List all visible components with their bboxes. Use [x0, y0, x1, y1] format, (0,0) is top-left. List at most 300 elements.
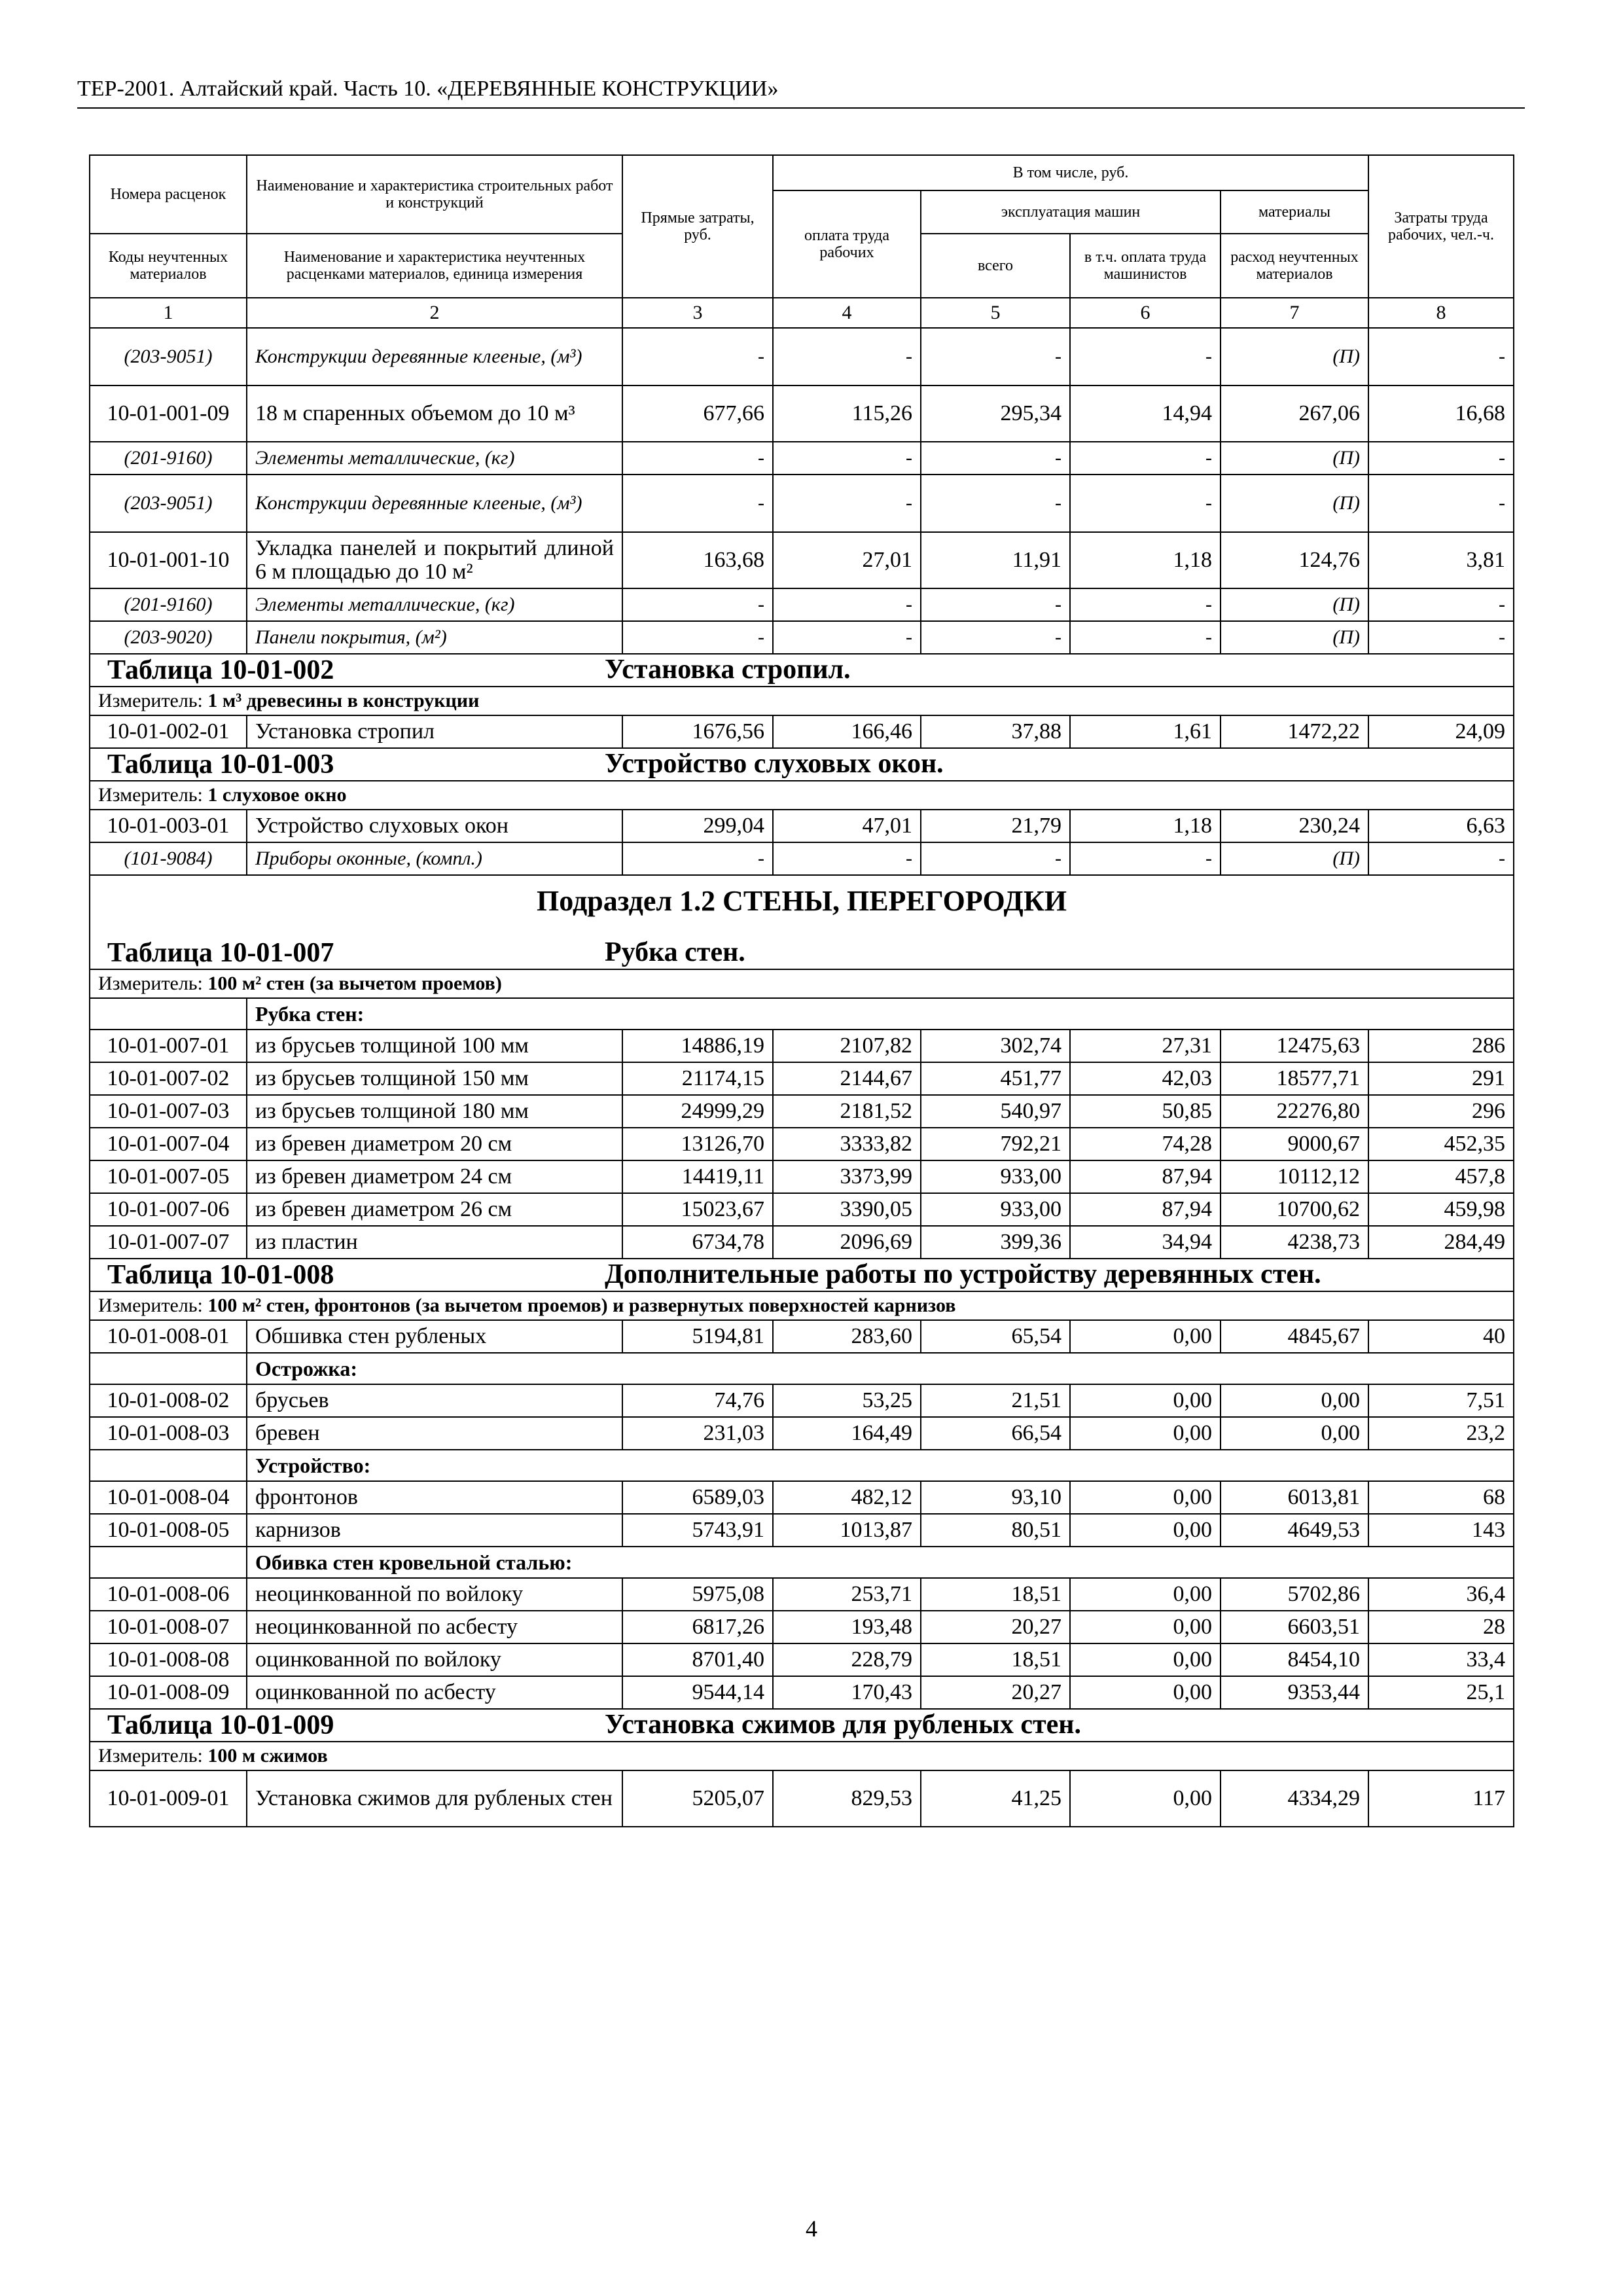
rate-code: 10-01-001-10 [90, 532, 247, 588]
rate-name: из бревен диаметром 20 см [247, 1128, 622, 1160]
col-materials: материалы [1221, 190, 1368, 234]
materials: 4238,73 [1221, 1226, 1368, 1259]
machines-total: 399,36 [921, 1226, 1070, 1259]
materials: 230,24 [1221, 810, 1368, 842]
wages: 1013,87 [773, 1514, 921, 1547]
wages: 27,01 [773, 532, 921, 588]
labor: - [1368, 621, 1514, 654]
machines-total: 21,79 [921, 810, 1070, 842]
table-code: Таблица 10-01-002 [107, 655, 334, 685]
operators-wages: - [1070, 442, 1221, 475]
table-heading-row [90, 925, 1514, 969]
rate-code: 10-01-007-06 [90, 1193, 247, 1226]
materials: 0,00 [1221, 1384, 1368, 1417]
table-title: Рубка стен. [605, 937, 745, 967]
meter-row [90, 969, 1514, 998]
table-row [90, 386, 1514, 442]
table-title: Дополнительные работы по устройству деревянных стен. [605, 1259, 1321, 1289]
operators-wages: 74,28 [1070, 1128, 1221, 1160]
rate-code: 10-01-009-01 [90, 1770, 247, 1827]
table-code: Таблица 10-01-007 [107, 938, 334, 968]
table-row [90, 442, 1514, 475]
materials: (П) [1221, 588, 1368, 621]
labor: 452,35 [1368, 1128, 1514, 1160]
table-row [90, 328, 1514, 386]
meter-value: 100 м сжимов [207, 1745, 328, 1767]
labor: - [1368, 842, 1514, 875]
rate-code: 10-01-008-05 [90, 1514, 247, 1547]
labor: - [1368, 475, 1514, 532]
meter-value: 100 м² стен, фронтонов (за вычетом проемов) и развернутых поверхностей карнизов [207, 1295, 956, 1316]
col-machines: эксплуатация машин [921, 190, 1221, 234]
materials: 8454,10 [1221, 1643, 1368, 1676]
rate-name: неоцинкованной по асбесту [247, 1611, 622, 1643]
machines-total: 66,54 [921, 1417, 1070, 1450]
direct-cost: 21174,15 [622, 1062, 773, 1095]
table-row [90, 1062, 1514, 1095]
operators-wages: 0,00 [1070, 1643, 1221, 1676]
machines-total: 18,51 [921, 1643, 1070, 1676]
wages: 2144,67 [773, 1062, 921, 1095]
col-mat-names: Наименование и характеристика неучтенных расценками материалов, единица измерения [247, 234, 622, 298]
material-name: Панели покрытия, (м²) [247, 621, 622, 654]
materials: 1472,22 [1221, 715, 1368, 748]
direct-cost: 1676,56 [622, 715, 773, 748]
meter-value: 1 м³ древесины в конструкции [207, 690, 480, 711]
wages: 47,01 [773, 810, 921, 842]
materials: 22276,80 [1221, 1095, 1368, 1128]
rate-name: из брусьев толщиной 180 мм [247, 1095, 622, 1128]
operators-wages: 0,00 [1070, 1770, 1221, 1827]
table-row [90, 1384, 1514, 1417]
col-num: 1 [90, 298, 247, 328]
material-name: Приборы оконные, (компл.) [247, 842, 622, 875]
rate-name: оцинкованной по асбесту [247, 1676, 622, 1709]
col-rate-no: Номера расценок [90, 155, 247, 234]
material-name: Элементы металлические, (кг) [247, 442, 622, 475]
table-row [90, 1417, 1514, 1450]
direct-cost: 24999,29 [622, 1095, 773, 1128]
wages: 166,46 [773, 715, 921, 748]
meter-row [90, 1742, 1514, 1770]
table-row [90, 475, 1514, 532]
col-labor: Затраты труда рабочих, чел.-ч. [1368, 155, 1514, 298]
table-row [90, 1320, 1514, 1353]
machines-total: - [921, 328, 1070, 386]
subsection-heading-row [90, 875, 1514, 925]
machines-total: 65,54 [921, 1320, 1070, 1353]
materials: 9000,67 [1221, 1128, 1368, 1160]
rate-name: из брусьев толщиной 100 мм [247, 1030, 622, 1062]
material-name: Конструкции деревянные клееные, (м³) [247, 475, 622, 532]
table-row [90, 1643, 1514, 1676]
operators-wages: - [1070, 475, 1221, 532]
materials: (П) [1221, 442, 1368, 475]
wages: - [773, 842, 921, 875]
operators-wages: 0,00 [1070, 1578, 1221, 1611]
table-row [90, 1193, 1514, 1226]
materials: 9353,44 [1221, 1676, 1368, 1709]
rate-name: из пластин [247, 1226, 622, 1259]
direct-cost: 14419,11 [622, 1160, 773, 1193]
rate-name: карнизов [247, 1514, 622, 1547]
rate-code: 10-01-008-01 [90, 1320, 247, 1353]
machines-total: 20,27 [921, 1676, 1070, 1709]
operators-wages: 0,00 [1070, 1320, 1221, 1353]
direct-cost: 14886,19 [622, 1030, 773, 1062]
machines-total: 20,27 [921, 1611, 1070, 1643]
labor: 7,51 [1368, 1384, 1514, 1417]
materials: 4334,29 [1221, 1770, 1368, 1827]
wages: 53,25 [773, 1384, 921, 1417]
operators-wages: 87,94 [1070, 1160, 1221, 1193]
page-number: 4 [806, 2215, 817, 2242]
wages: - [773, 328, 921, 386]
col-num: 5 [921, 298, 1070, 328]
group-label: Устройство: [247, 1450, 1514, 1481]
materials: 124,76 [1221, 532, 1368, 588]
material-code: (203-9051) [90, 475, 247, 532]
labor: 143 [1368, 1514, 1514, 1547]
machines-total: - [921, 442, 1070, 475]
wages: 283,60 [773, 1320, 921, 1353]
materials: 10112,12 [1221, 1160, 1368, 1193]
rate-name: из бревен диаметром 24 см [247, 1160, 622, 1193]
operators-wages: - [1070, 842, 1221, 875]
meter-label: Измеритель: [98, 1295, 203, 1316]
table-title: Установка сжимов для рубленых стен. [605, 1710, 1082, 1740]
operators-wages: 0,00 [1070, 1481, 1221, 1514]
materials: 6603,51 [1221, 1611, 1368, 1643]
machines-total: 792,21 [921, 1128, 1070, 1160]
operators-wages: 1,18 [1070, 810, 1221, 842]
operators-wages: 0,00 [1070, 1514, 1221, 1547]
wages: 3390,05 [773, 1193, 921, 1226]
rate-code: 10-01-008-03 [90, 1417, 247, 1450]
meter-row [90, 687, 1514, 715]
table-row [90, 810, 1514, 842]
col-num: 2 [247, 298, 622, 328]
wages: 829,53 [773, 1770, 921, 1827]
machines-total: 93,10 [921, 1481, 1070, 1514]
table-row [90, 715, 1514, 748]
table-heading-row [90, 1709, 1514, 1742]
labor: 6,63 [1368, 810, 1514, 842]
direct-cost: 8701,40 [622, 1643, 773, 1676]
direct-cost: 163,68 [622, 532, 773, 588]
wages: 3333,82 [773, 1128, 921, 1160]
materials: 18577,71 [1221, 1062, 1368, 1095]
meter-label: Измеритель: [98, 1745, 203, 1767]
rate-code: 10-01-007-03 [90, 1095, 247, 1128]
rate-code: 10-01-008-09 [90, 1676, 247, 1709]
machines-total: 451,77 [921, 1062, 1070, 1095]
rate-code: 10-01-007-05 [90, 1160, 247, 1193]
direct-cost: 74,76 [622, 1384, 773, 1417]
wages: 253,71 [773, 1578, 921, 1611]
rate-name: Устройство слуховых окон [247, 810, 622, 842]
labor: 291 [1368, 1062, 1514, 1095]
col-machines-total: всего [921, 234, 1070, 298]
table-row [90, 1611, 1514, 1643]
materials: 0,00 [1221, 1417, 1368, 1450]
table-row [90, 1226, 1514, 1259]
col-num: 7 [1221, 298, 1368, 328]
direct-cost: - [622, 328, 773, 386]
direct-cost: 5194,81 [622, 1320, 773, 1353]
operators-wages: - [1070, 588, 1221, 621]
operators-wages: 42,03 [1070, 1062, 1221, 1095]
machines-total: - [921, 588, 1070, 621]
meter-row [90, 781, 1514, 810]
wages: 164,49 [773, 1417, 921, 1450]
materials: 267,06 [1221, 386, 1368, 442]
machines-total: - [921, 842, 1070, 875]
meter-label: Измеритель: [98, 973, 203, 994]
col-unaccounted: расход неучтенных материалов [1221, 234, 1368, 298]
direct-cost: 9544,14 [622, 1676, 773, 1709]
rate-name: фронтонов [247, 1481, 622, 1514]
labor: 36,4 [1368, 1578, 1514, 1611]
rate-name: бревен [247, 1417, 622, 1450]
rate-name: Установка стропил [247, 715, 622, 748]
labor: - [1368, 442, 1514, 475]
rate-name: оцинкованной по войлоку [247, 1643, 622, 1676]
table-row [90, 1514, 1514, 1547]
table-code: Таблица 10-01-009 [107, 1710, 334, 1740]
rate-code: 10-01-008-02 [90, 1384, 247, 1417]
operators-wages: 14,94 [1070, 386, 1221, 442]
page-header: ТЕР-2001. Алтайский край. Часть 10. «ДЕРЕВЯННЫЕ КОНСТРУКЦИИ» [77, 73, 1525, 109]
direct-cost: - [622, 588, 773, 621]
wages: 170,43 [773, 1676, 921, 1709]
materials: 10700,62 [1221, 1193, 1368, 1226]
table-row [90, 1676, 1514, 1709]
labor: 296 [1368, 1095, 1514, 1128]
group-row [90, 998, 1514, 1030]
table-heading-row [90, 748, 1514, 781]
group-row [90, 1353, 1514, 1384]
table-title: Устройство слуховых окон. [605, 749, 944, 779]
wages: 115,26 [773, 386, 921, 442]
machines-total: 295,34 [921, 386, 1070, 442]
materials: 4649,53 [1221, 1514, 1368, 1547]
operators-wages: 0,00 [1070, 1417, 1221, 1450]
direct-cost: 5743,91 [622, 1514, 773, 1547]
rate-name: Установка сжимов для рубленых стен [247, 1770, 622, 1827]
col-direct: Прямые затраты, руб. [622, 155, 773, 298]
labor: - [1368, 588, 1514, 621]
col-mat-codes: Коды неучтенных материалов [90, 234, 247, 298]
direct-cost: 5975,08 [622, 1578, 773, 1611]
direct-cost: - [622, 475, 773, 532]
labor: - [1368, 328, 1514, 386]
labor: 284,49 [1368, 1226, 1514, 1259]
table-code: Таблица 10-01-008 [107, 1260, 334, 1290]
rate-code: 10-01-008-06 [90, 1578, 247, 1611]
rate-name: из бревен диаметром 26 см [247, 1193, 622, 1226]
col-wages: оплата труда рабочих [773, 190, 921, 298]
materials: 12475,63 [1221, 1030, 1368, 1062]
table-heading-row [90, 654, 1514, 687]
table-row [90, 1770, 1514, 1827]
rate-name: 18 м спаренных объемом до 10 м³ [247, 386, 622, 442]
materials: (П) [1221, 621, 1368, 654]
table-row [90, 1481, 1514, 1514]
wages: - [773, 588, 921, 621]
labor: 117 [1368, 1770, 1514, 1827]
table-code: Таблица 10-01-003 [107, 749, 334, 780]
rate-code: 10-01-008-04 [90, 1481, 247, 1514]
col-operators-wages: в т.ч. оплата труда машинистов [1070, 234, 1221, 298]
machines-total: 933,00 [921, 1193, 1070, 1226]
labor: 40 [1368, 1320, 1514, 1353]
direct-cost: 5205,07 [622, 1770, 773, 1827]
materials: 6013,81 [1221, 1481, 1368, 1514]
group-row [90, 1547, 1514, 1578]
wages: 482,12 [773, 1481, 921, 1514]
material-code: (101-9084) [90, 842, 247, 875]
direct-cost: - [622, 842, 773, 875]
rate-name: неоцинкованной по войлоку [247, 1578, 622, 1611]
table-row [90, 1578, 1514, 1611]
machines-total: - [921, 621, 1070, 654]
table-row [90, 1160, 1514, 1193]
machines-total: 11,91 [921, 532, 1070, 588]
col-num: 3 [622, 298, 773, 328]
machines-total: 302,74 [921, 1030, 1070, 1062]
rate-code: 10-01-001-09 [90, 386, 247, 442]
rate-code: 10-01-007-01 [90, 1030, 247, 1062]
group-label: Рубка стен: [247, 998, 1514, 1030]
operators-wages: 0,00 [1070, 1611, 1221, 1643]
labor: 3,81 [1368, 532, 1514, 588]
labor: 68 [1368, 1481, 1514, 1514]
machines-total: 21,51 [921, 1384, 1070, 1417]
meter-label: Измеритель: [98, 690, 203, 711]
labor: 24,09 [1368, 715, 1514, 748]
column-numbers-row [90, 298, 1514, 328]
table-row [90, 1128, 1514, 1160]
labor: 25,1 [1368, 1676, 1514, 1709]
wages: 3373,99 [773, 1160, 921, 1193]
group-row [90, 1450, 1514, 1481]
direct-cost: 6817,26 [622, 1611, 773, 1643]
materials: (П) [1221, 328, 1368, 386]
labor: 33,4 [1368, 1643, 1514, 1676]
labor: 28 [1368, 1611, 1514, 1643]
meter-row [90, 1291, 1514, 1320]
meter-value: 1 слуховое окно [207, 784, 347, 806]
direct-cost: 231,03 [622, 1417, 773, 1450]
labor: 23,2 [1368, 1417, 1514, 1450]
material-code: (201-9160) [90, 588, 247, 621]
direct-cost: 677,66 [622, 386, 773, 442]
meter-label: Измеритель: [98, 784, 203, 806]
labor: 457,8 [1368, 1160, 1514, 1193]
materials: 5702,86 [1221, 1578, 1368, 1611]
rates-table [89, 154, 1514, 1827]
table-row [90, 842, 1514, 875]
group-label: Острожка: [247, 1353, 1514, 1384]
rate-code: 10-01-007-07 [90, 1226, 247, 1259]
direct-cost: - [622, 621, 773, 654]
table-row [90, 1030, 1514, 1062]
col-name: Наименование и характеристика строительных работ и конструкций [247, 155, 622, 234]
rate-code: 10-01-008-08 [90, 1643, 247, 1676]
wages: 193,48 [773, 1611, 921, 1643]
operators-wages: 0,00 [1070, 1676, 1221, 1709]
wages: 2107,82 [773, 1030, 921, 1062]
col-num: 4 [773, 298, 921, 328]
material-code: (203-9051) [90, 328, 247, 386]
wages: 228,79 [773, 1643, 921, 1676]
machines-total: 37,88 [921, 715, 1070, 748]
subsection-title: Подраздел 1.2 СТЕНЫ, ПЕРЕГОРОДКИ [90, 875, 1514, 925]
rate-code: 10-01-007-02 [90, 1062, 247, 1095]
direct-cost: 299,04 [622, 810, 773, 842]
wages: 2096,69 [773, 1226, 921, 1259]
rate-name: Обшивка стен рубленых [247, 1320, 622, 1353]
material-code: (203-9020) [90, 621, 247, 654]
operators-wages: 87,94 [1070, 1193, 1221, 1226]
wages: 2181,52 [773, 1095, 921, 1128]
operators-wages: 27,31 [1070, 1030, 1221, 1062]
material-name: Элементы металлические, (кг) [247, 588, 622, 621]
operators-wages: 50,85 [1070, 1095, 1221, 1128]
machines-total: 80,51 [921, 1514, 1070, 1547]
wages: - [773, 475, 921, 532]
operators-wages: - [1070, 621, 1221, 654]
col-num: 6 [1070, 298, 1221, 328]
table-row [90, 621, 1514, 654]
rate-name: из брусьев толщиной 150 мм [247, 1062, 622, 1095]
rate-name: брусьев [247, 1384, 622, 1417]
operators-wages: 0,00 [1070, 1384, 1221, 1417]
materials: (П) [1221, 842, 1368, 875]
direct-cost: 13126,70 [622, 1128, 773, 1160]
wages: - [773, 442, 921, 475]
direct-cost: 15023,67 [622, 1193, 773, 1226]
meter-value: 100 м² стен (за вычетом проемов) [207, 973, 502, 994]
direct-cost: 6589,03 [622, 1481, 773, 1514]
direct-cost: - [622, 442, 773, 475]
material-name: Конструкции деревянные клееные, (м³) [247, 328, 622, 386]
table-row [90, 588, 1514, 621]
table-heading-row [90, 1259, 1514, 1291]
materials: 4845,67 [1221, 1320, 1368, 1353]
rate-code: 10-01-007-04 [90, 1128, 247, 1160]
machines-total: 540,97 [921, 1095, 1070, 1128]
labor: 16,68 [1368, 386, 1514, 442]
material-code: (201-9160) [90, 442, 247, 475]
materials: (П) [1221, 475, 1368, 532]
table-title: Установка стропил. [605, 655, 851, 685]
machines-total: 933,00 [921, 1160, 1070, 1193]
group-label: Обивка стен кровельной сталью: [247, 1547, 1514, 1578]
operators-wages: 1,18 [1070, 532, 1221, 588]
wages: - [773, 621, 921, 654]
machines-total: 41,25 [921, 1770, 1070, 1827]
table-row [90, 532, 1514, 588]
table-row [90, 1095, 1514, 1128]
col-num: 8 [1368, 298, 1514, 328]
rate-code: 10-01-008-07 [90, 1611, 247, 1643]
direct-cost: 6734,78 [622, 1226, 773, 1259]
machines-total: 18,51 [921, 1578, 1070, 1611]
machines-total: - [921, 475, 1070, 532]
rate-name: Укладка панелей и покрытий длиной 6 м площадью до 10 м² [247, 532, 622, 588]
